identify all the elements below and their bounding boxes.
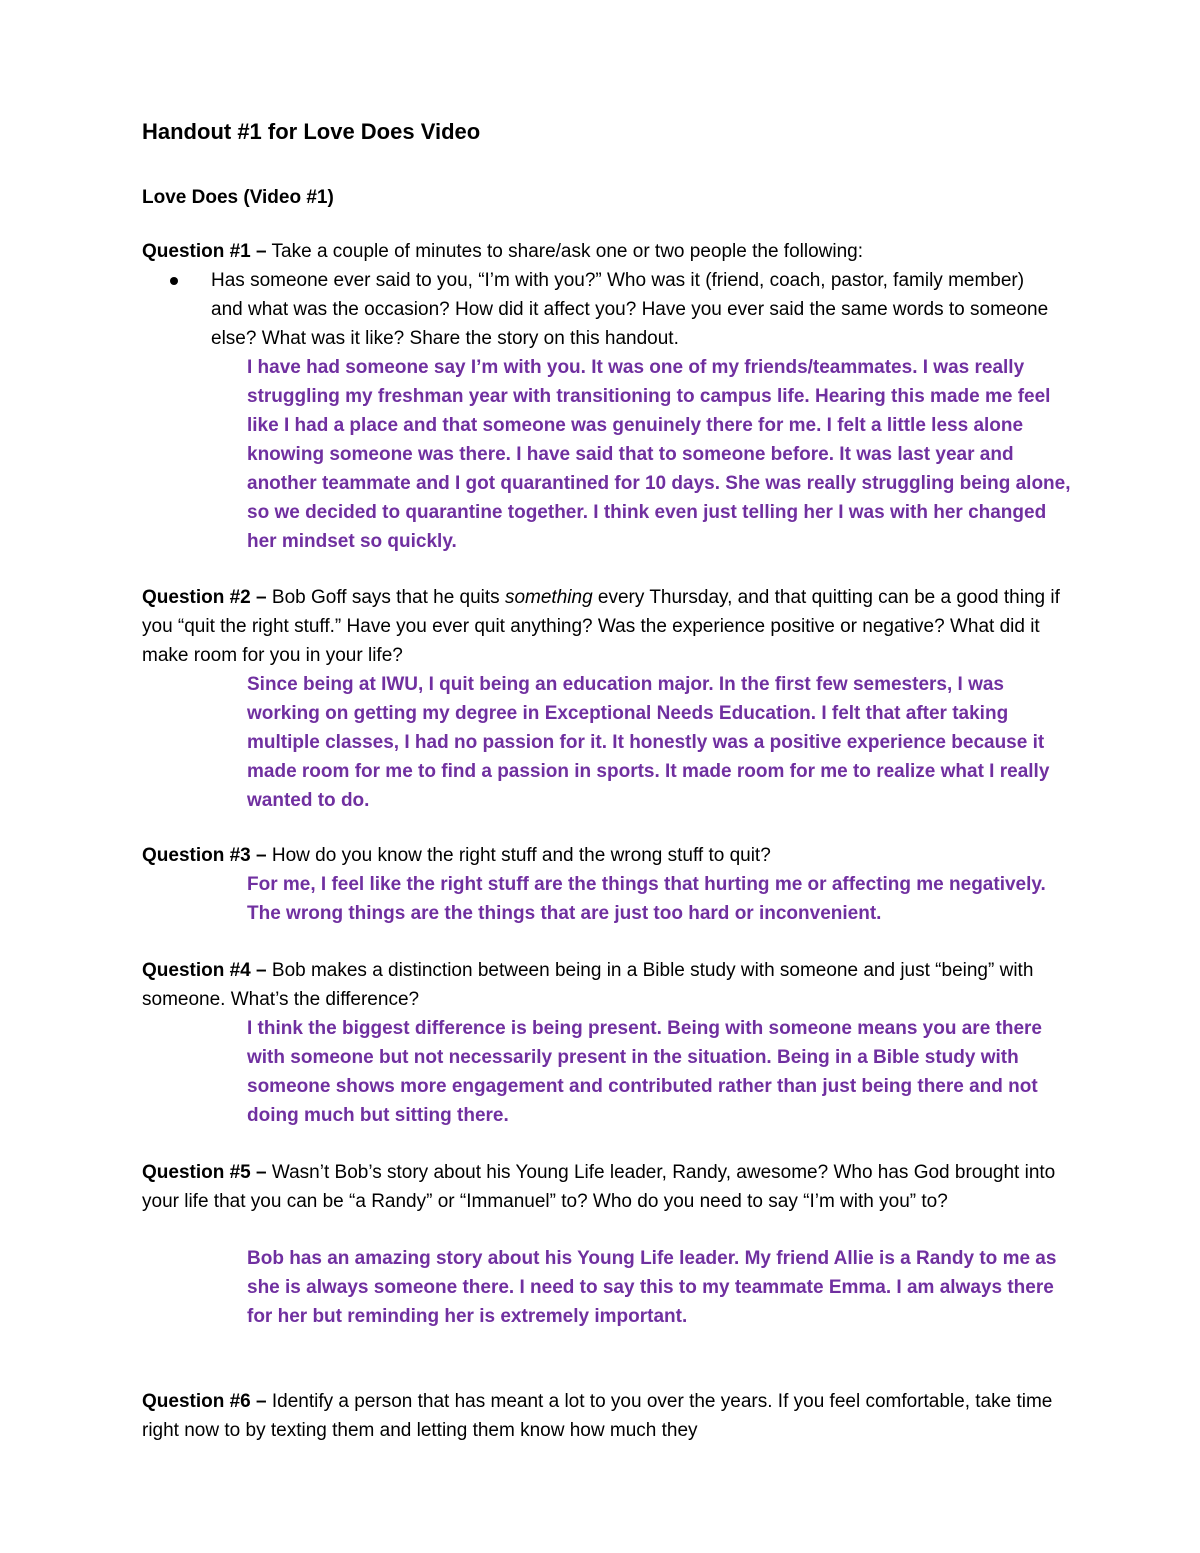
question-dash: – (256, 1162, 267, 1183)
question-2 (142, 583, 1072, 670)
answer-4: I think the biggest difference is being present. Being with someone means you are there with someone but not necessarily present in the situation. Being in a Bible study with someone shows more engagement and contributed rather than just being there and not doing much but sitting there. (247, 1018, 1043, 1126)
bullet-text: Has someone ever said to you, “I’m with you?” Who was it (friend, coach, pastor, family member) and what was the occasion? How did it affect you? Have you ever said the same words to someone else? What was it like? Share the story on this handout. (211, 270, 1049, 349)
question-prompt-emphasis: something (504, 587, 593, 608)
question-5 (142, 1158, 1072, 1216)
question-prompt-start: Bob Goff says that he quits (271, 587, 505, 608)
page-title: Handout #1 for Love Does Video (142, 119, 481, 144)
question-1 (142, 237, 1072, 266)
question-label: Question #6 (142, 1391, 251, 1412)
answer-5: Bob has an amazing story about his Young Life leader. My friend Allie is a Randy to me as she is always someone there. I need to say this to my teammate Emma. I am always there for her but reminding her is extremely important. (247, 1248, 1057, 1327)
question-prompt-end: every Thursday, and that quitting can be a good thing if you “quit the right stuff.” Have you ever quit anything? Was the experience positive or negative? What did it make room for you in your life? (142, 587, 1060, 666)
question-4 (142, 956, 1072, 1014)
bullet-icon (170, 277, 178, 285)
question-label: Question #3 (142, 845, 251, 866)
question-dash: – (256, 960, 267, 981)
question-prompt: Take a couple of minutes to share/ask one or two people the following: (271, 241, 864, 262)
question-dash: – (256, 1391, 267, 1412)
question-1-bullet (170, 266, 1060, 353)
question-6 (142, 1387, 1072, 1445)
answer-1: I have had someone say I’m with you. It was one of my friends/teammates. I was really struggling my freshman year with transitioning to campus life. Hearing this made me feel like I had a place and that someone was genuinely there for me. I felt a little less alone knowing someone was there. I have said that to someone before. It was last year and another teammate and I got quarantined for 10 days. She was really struggling being alone, so we decided to quarantine together. I think even just telling her I was with her changed her mindset so quickly. (247, 357, 1071, 552)
question-prompt: Identify a person that has meant a lot to you over the years. If you feel comfortable, take time right now to by texting them and letting them know how much they (142, 1391, 1053, 1441)
question-dash: – (256, 241, 267, 262)
answer-2: Since being at IWU, I quit being an education major. In the first few semesters, I was working on getting my degree in Exceptional Needs Education. I felt that after taking multiple classes, I had no passion for it. It honestly was a positive experience because it made room for me to find a passion in sports. It made room for me to realize what I really wanted to do. (247, 674, 1050, 811)
page-subtitle: Love Does (Video #1) (142, 187, 334, 208)
question-prompt: Wasn’t Bob’s story about his Young Life leader, Randy, awesome? Who has God brought into your life that you can be “a Randy” or “Immanuel” to? Who do you need to say “I’m with you” to? (142, 1162, 1056, 1212)
question-dash: – (256, 845, 267, 866)
question-label: Question #5 (142, 1162, 251, 1183)
question-3 (142, 841, 1072, 870)
question-label: Question #2 (142, 587, 251, 608)
question-prompt: Bob makes a distinction between being in a Bible study with someone and just “being” with someone. What’s the difference? (142, 960, 1034, 1010)
question-label: Question #1 (142, 241, 251, 262)
question-label: Question #4 (142, 960, 251, 981)
question-dash: – (256, 587, 267, 608)
answer-3: For me, I feel like the right stuff are the things that hurting me or affecting me negatively. The wrong things are the things that are just too hard or inconvenient. (247, 874, 1046, 924)
question-prompt: How do you know the right stuff and the wrong stuff to quit? (271, 845, 771, 866)
